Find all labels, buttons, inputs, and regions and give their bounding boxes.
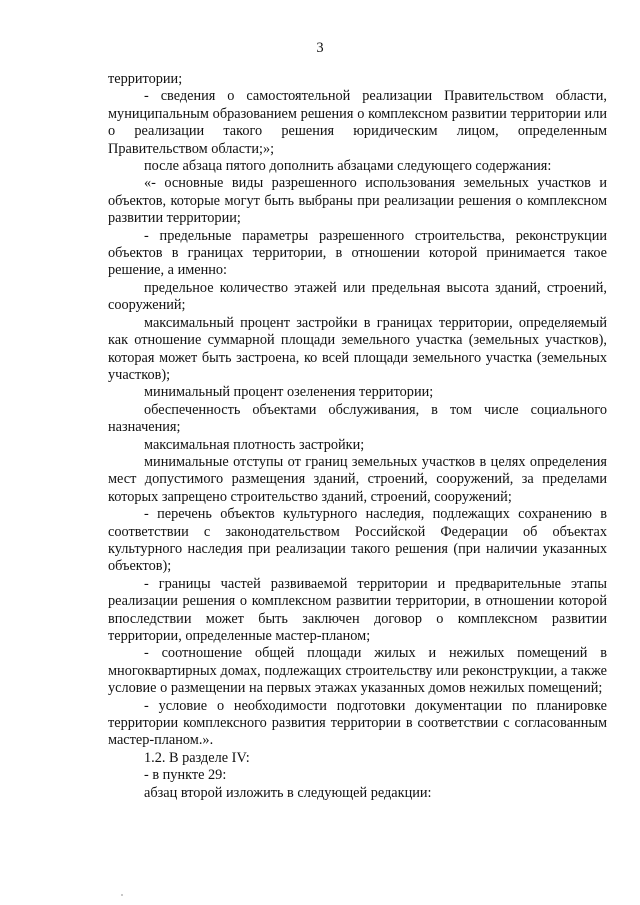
paragraph-section-iv: 1.2. В разделе IV: xyxy=(144,749,250,766)
paragraph-service-provision: обеспеченность объектами обслуживания, в том числе социального назначения; xyxy=(108,401,607,436)
scan-artifact xyxy=(121,894,123,896)
paragraph-floors-limit: предельное количество этажей или предельная высота зданий, строений, сооружений; xyxy=(108,279,607,314)
paragraph-min-setbacks: минимальные отступы от границ земельных участков в целях определения мест допустимого размещения зданий, строений, сооружений, за пределами которых запрещено строительство зданий, строений, сооружений; xyxy=(108,453,607,505)
paragraph-min-greening: минимальный процент озеленения территории; xyxy=(144,384,434,401)
paragraph-cultural-heritage: - перечень объектов культурного наследия, подлежащих сохранению в соответствии с законодательством Российской Федерации об объектах культурного наследия при реализации такого решения (при наличии указанных объектов); xyxy=(108,506,607,575)
document-body xyxy=(108,71,607,802)
paragraph-continuation: территории; xyxy=(108,71,183,87)
paragraph-max-building-percent: максимальный процент застройки в границах территории, определяемый как отношение суммарной площади земельного участка (земельных участков), которая может быть застроена, ко всей площади земельного участка (земельных участков); xyxy=(108,314,607,383)
paragraph-implementation-info: - сведения о самостоятельной реализации Правительством области, муниципальным образованием решения о комплексном развитии территории или о реализации такого решения юридическим лицом, определенным Правительством области;»; xyxy=(108,88,607,157)
paragraph-max-density: максимальная плотность застройки; xyxy=(144,436,365,453)
paragraph-planning-documentation: - условие о необходимости подготовки документации по планировке территории комплексного развития территории в соответствии с согласованным мастер-планом.». xyxy=(108,697,607,749)
paragraph-area-ratio: - соотношение общей площади жилых и нежилых помещений в многоквартирных домах, подлежащих строительству или реконструкции, а также условие о размещении на первых этажах указанных домов нежилых помещений; xyxy=(108,645,607,697)
paragraph-second-abstract: абзац второй изложить в следующей редакции: xyxy=(144,784,432,801)
paragraph-point-29: - в пункте 29: xyxy=(144,767,227,784)
paragraph-land-use-types: «- основные виды разрешенного использования земельных участков и объектов, которые могут быть выбраны при реализации решения о комплексном развитии территории; xyxy=(108,175,607,227)
paragraph-amendment-instruction: после абзаца пятого дополнить абзацами следующего содержания: xyxy=(144,158,552,175)
page-number: 3 xyxy=(316,40,324,56)
paragraph-construction-parameters: - предельные параметры разрешенного строительства, реконструкции объектов в границах территории, в отношении которой принимается такое решение, а именно: xyxy=(108,227,607,279)
paragraph-territory-parts: - границы частей развиваемой территории и предварительные этапы реализации решения о комплексном развитии территории, в отношении которой впоследствии может быть заключен договор о комплексном развитии территории, определенные мастер-планом; xyxy=(108,575,607,644)
